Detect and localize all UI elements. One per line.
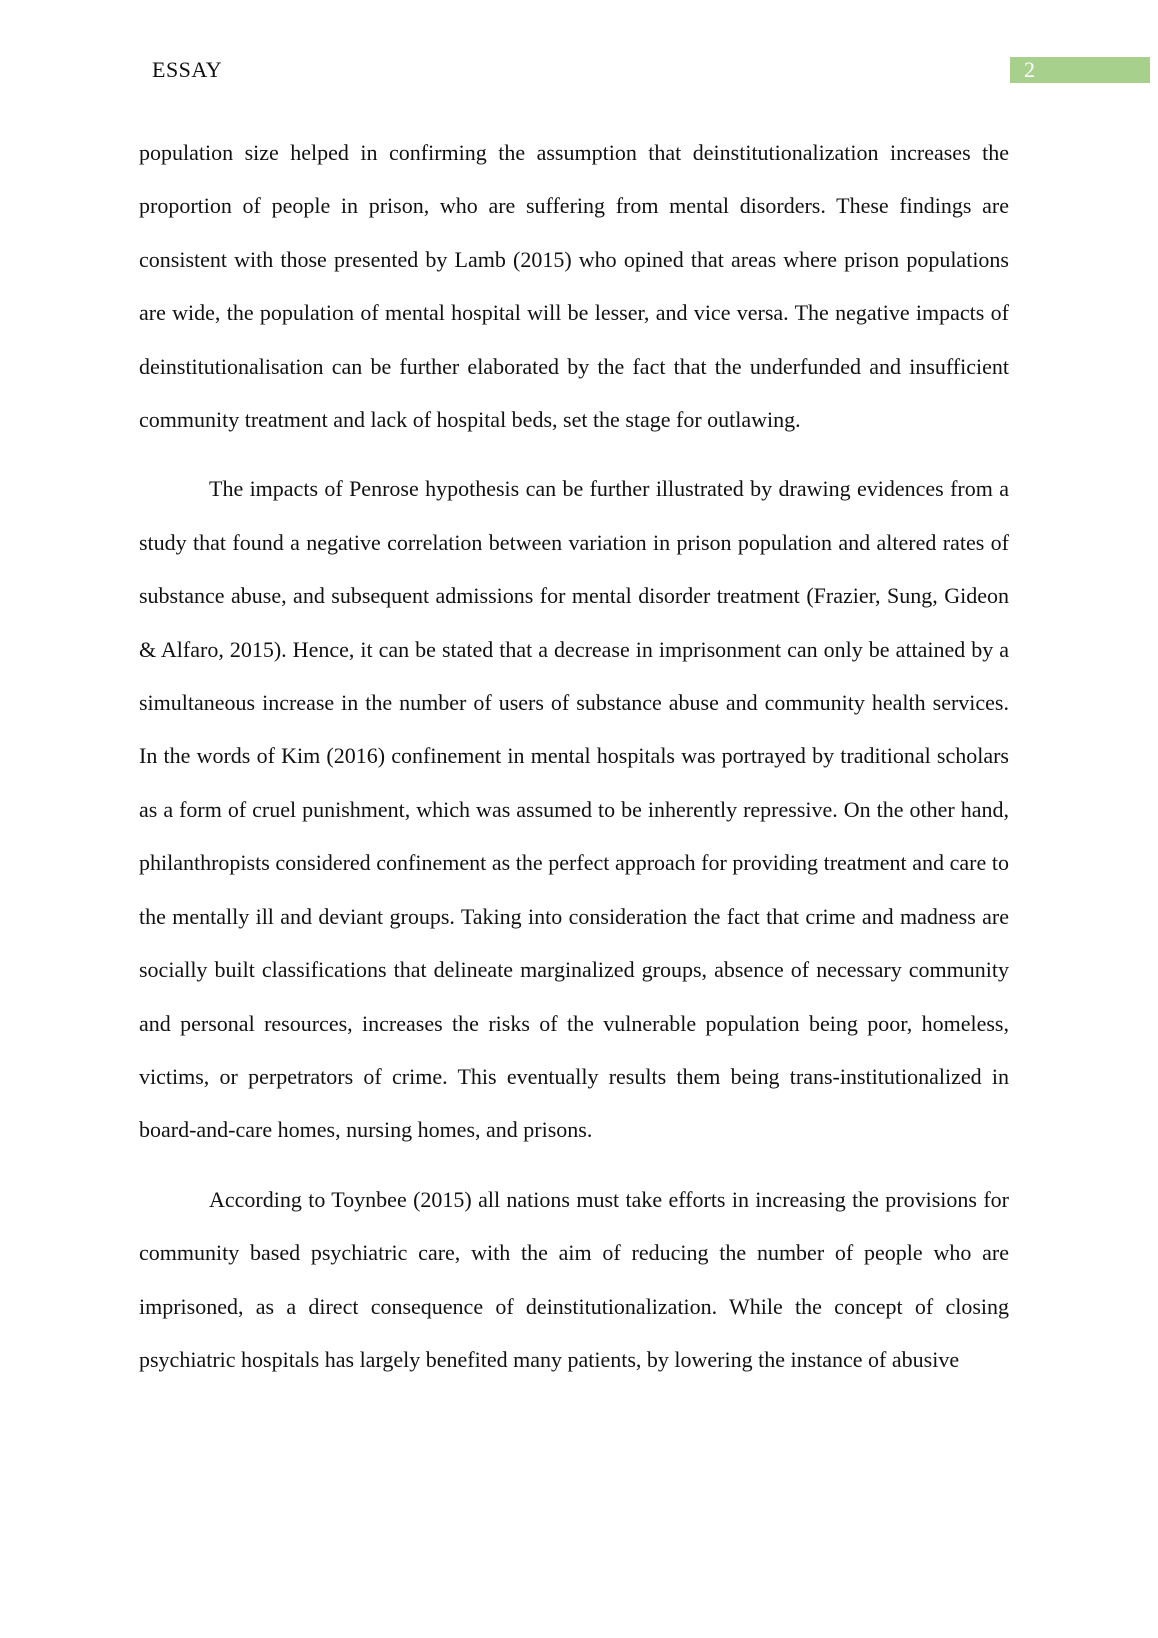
page-number-badge — [1010, 57, 1150, 83]
paragraph-continued: population size helped in confirming the assumption that deinstitutionalization increases the proportion of people in prison, who are suffering from mental disorders. These findings are consistent with those presented by Lamb (2015) who opined that areas where prison populations are wide, the population of mental hospital will be lesser, and vice versa. The negative impacts of deinstitutionalisation can be further elaborated by the fact that the underfunded and insufficient community treatment and lack of hospital beds, set the stage for outlawing. — [139, 140, 1009, 433]
paragraph-penrose-hypothesis: The impacts of Penrose hypothesis can be further illustrated by drawing evidences from a study that found a negative correlation between variation in prison population and altered rates of substance abuse, and subsequent admissions for mental disorder treatment (Frazier, Sung, Gideon & Alfaro, 2015). Hence, it can be stated that a decrease in imprisonment can only be attained by a simultaneous increase in the number of users of substance abuse and community health services. In the words of Kim (2016) confinement in mental hospitals was portrayed by traditional scholars as a form of cruel punishment, which was assumed to be inherently repressive. On the other hand, philanthropists considered confinement as the perfect approach for providing treatment and care to the mentally ill and deviant groups. Taking into consideration the fact that crime and madness are socially built classifications that delineate marginalized groups, absence of necessary community and personal resources, increases the risks of the vulnerable population being poor, homeless, victims, or perpetrators of crime. This eventually results them being trans-institutionalized in board-and-care homes, nursing homes, and prisons. — [139, 476, 1009, 1143]
paragraph-toynbee: According to Toynbee (2015) all nations must take efforts in increasing the provisions for community based psychiatric care, with the aim of reducing the number of people who are imprisoned, as a direct consequence of deinstitutionalization. While the concept of closing psychiatric hospitals has largely benefited many patients, by lowering the instance of abusive — [139, 1186, 1009, 1372]
running-header-title: ESSAY — [152, 57, 223, 82]
page-number: 2 — [1024, 57, 1035, 82]
essay-body — [139, 126, 1009, 1386]
